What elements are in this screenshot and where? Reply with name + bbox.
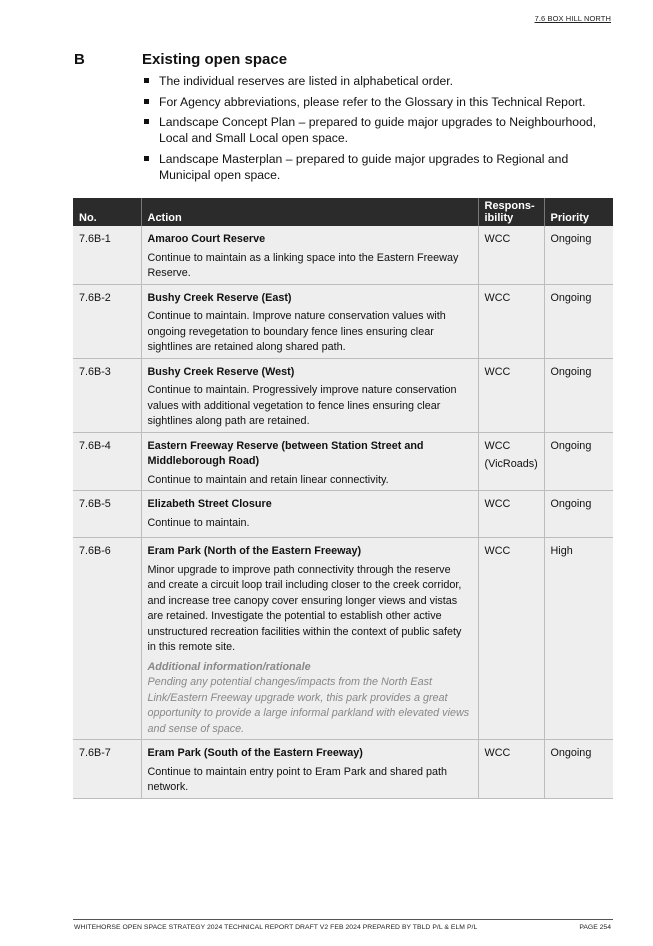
page-number: PAGE 254 <box>579 924 611 931</box>
action-description: Continue to maintain as a linking space into the Eastern Freeway Reserve. <box>147 251 459 279</box>
table-row <box>73 538 613 740</box>
row-number: 7.6B-6 <box>73 538 141 740</box>
action-description: Continue to maintain and retain linear connectivity. <box>147 473 389 486</box>
additional-info-heading: Additional information/rationale <box>147 660 311 673</box>
action-table <box>73 198 613 799</box>
row-priority: Ongoing <box>544 358 613 432</box>
section-reference: 7.6 BOX HILL NORTH <box>534 14 611 23</box>
reserve-name: Eram Park (North of the Eastern Freeway) <box>147 545 362 557</box>
row-responsibility: WCC <box>478 284 544 358</box>
row-action <box>141 284 478 358</box>
row-action <box>141 358 478 432</box>
row-responsibility: WCC <box>478 358 544 432</box>
reserve-name: Bushy Creek Reserve (West) <box>147 365 295 378</box>
row-number: 7.6B-7 <box>73 740 141 799</box>
intro-bullet-list <box>142 73 617 187</box>
column-header-responsibility: Respons-ibility <box>478 198 544 226</box>
section-letter: B <box>74 51 85 68</box>
bullet-item: The individual reserves are listed in alphabetical order. <box>142 73 617 89</box>
table-row <box>73 284 613 358</box>
row-action <box>141 538 478 740</box>
additional-info-text: Pending any potential changes/impacts from the North East Link/Eastern Freeway upgrade work, this park provides a great opportunity to provide a large informal parkland with elevated views and sense of space. <box>147 676 470 735</box>
table-row <box>73 432 613 491</box>
row-responsibility: WCC <box>478 226 544 284</box>
column-header-no: No. <box>73 198 141 226</box>
action-description: Continue to maintain entry point to Eram Park and shared path network. <box>147 765 447 793</box>
row-action <box>141 226 478 284</box>
reserve-name: Elizabeth Street Closure <box>147 498 272 510</box>
row-responsibility: WCC <box>478 740 544 799</box>
row-priority: High <box>544 538 613 740</box>
row-number: 7.6B-2 <box>73 284 141 358</box>
row-number: 7.6B-1 <box>73 226 141 284</box>
table-row <box>73 740 613 799</box>
reserve-name: Eastern Freeway Reserve (between Station Street and Middleborough Road) <box>147 439 424 467</box>
table-row <box>73 491 613 538</box>
action-description: Continue to maintain. Improve nature conservation values with ongoing revegetation to boundary fence lines ensuring clear sightlines are retained along shared path. <box>147 310 446 353</box>
column-header-action: Action <box>141 198 478 226</box>
bullet-item: Landscape Masterplan – prepared to guide major upgrades to Regional and Municipal open space. <box>142 151 617 183</box>
row-priority: Ongoing <box>544 226 613 284</box>
table-row <box>73 358 613 432</box>
action-description: Continue to maintain. <box>147 516 250 529</box>
row-action <box>141 491 478 538</box>
row-responsibility: WCC <box>478 538 544 740</box>
responsibility-primary: WCC <box>484 439 511 452</box>
row-priority: Ongoing <box>544 740 613 799</box>
row-number: 7.6B-3 <box>73 358 141 432</box>
row-number: 7.6B-4 <box>73 432 141 491</box>
row-action <box>141 432 478 491</box>
bullet-item: For Agency abbreviations, please refer to the Glossary in this Technical Report. <box>142 94 617 110</box>
row-responsibility <box>478 432 544 491</box>
row-priority: Ongoing <box>544 284 613 358</box>
row-priority: Ongoing <box>544 491 613 538</box>
row-number: 7.6B-5 <box>73 491 141 538</box>
footer-divider <box>73 919 613 920</box>
row-action <box>141 740 478 799</box>
section-title: Existing open space <box>142 51 288 68</box>
reserve-name: Eram Park (South of the Eastern Freeway) <box>147 747 363 759</box>
responsibility-secondary: (VicRoads) <box>484 458 538 470</box>
reserve-name: Amaroo Court Reserve <box>147 233 266 245</box>
bullet-item: Landscape Concept Plan – prepared to guide major upgrades to Neighbourhood, Local and Small Local open space. <box>142 114 617 146</box>
footer-document-info: WHITEHORSE OPEN SPACE STRATEGY 2024 TECHNICAL REPORT DRAFT V2 FEB 2024 PREPARED BY TBLD P/L & ELM P/L <box>74 924 478 931</box>
column-header-priority: Priority <box>544 198 613 226</box>
action-description: Continue to maintain. Progressively improve nature conservation values with additional vegetation to fence lines ensuring clear sightlines along path are retained. <box>147 384 457 427</box>
row-priority: Ongoing <box>544 432 613 491</box>
action-description: Minor upgrade to improve path connectivity through the reserve and create a circuit loop trail including closer to the creek corridor, and increase tree canopy cover ensuring longer views and vistas are retained. Investigate the potential to establish other active unstructured recreation facilities within the context of public safety in this remote site. <box>147 563 462 653</box>
table-header-row <box>73 198 613 226</box>
table-row <box>73 226 613 284</box>
row-responsibility: WCC <box>478 491 544 538</box>
reserve-name: Bushy Creek Reserve (East) <box>147 291 292 304</box>
